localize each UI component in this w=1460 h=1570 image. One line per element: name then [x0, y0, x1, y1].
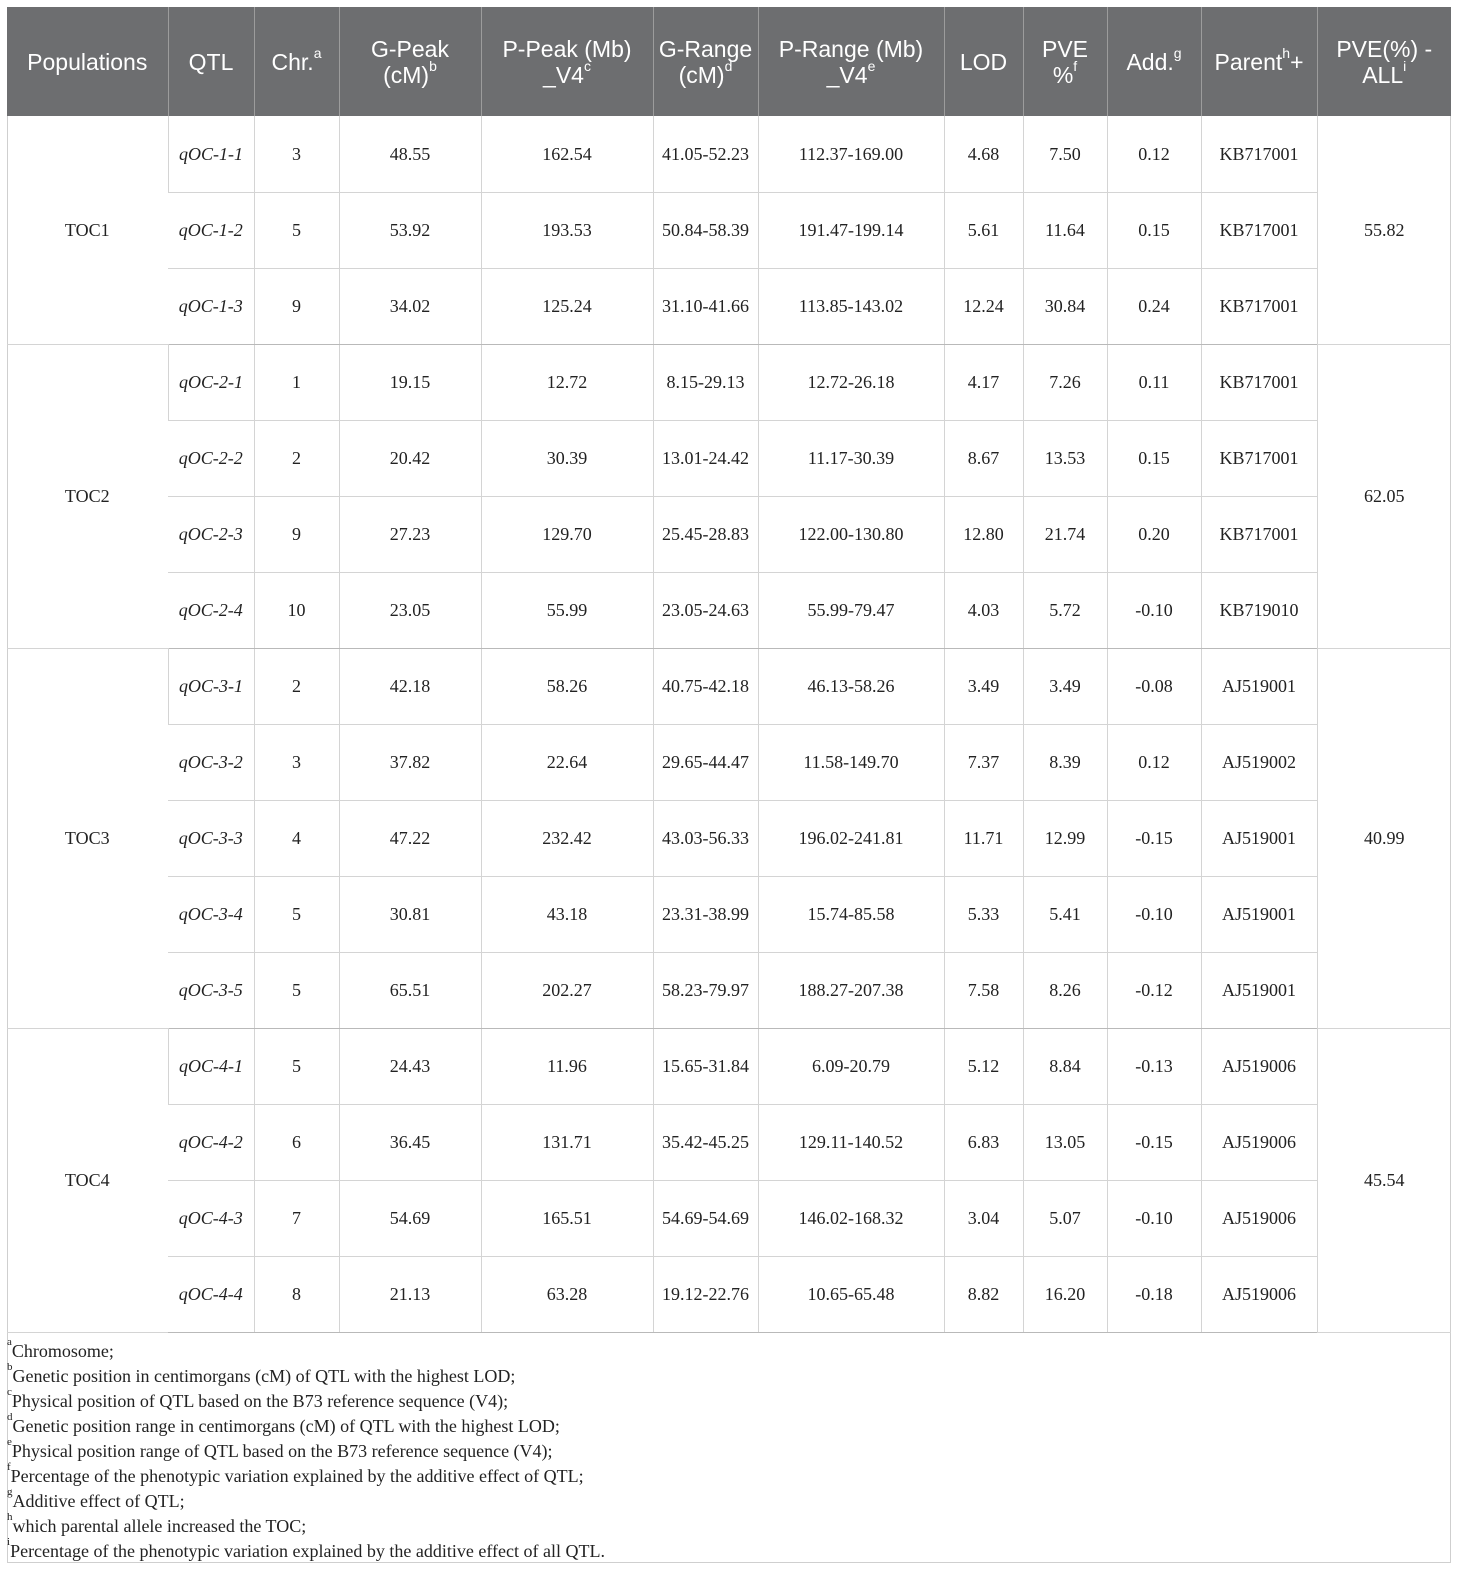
population-cell: TOC2 [7, 344, 168, 648]
column-header-label: P-Range (Mb) _V4 [778, 35, 924, 88]
p-peak-cell: 58.26 [481, 648, 653, 724]
column-header [1107, 7, 1201, 116]
g-range-cell: 41.05-52.23 [653, 116, 758, 192]
chromosome-cell: 9 [254, 496, 339, 572]
footnote-marker: i [1403, 57, 1407, 74]
parent-cell: AJ519001 [1201, 876, 1317, 952]
footnote-marker: a [7, 1336, 12, 1348]
population-cell: TOC4 [7, 1028, 168, 1332]
parent-cell: AJ519006 [1201, 1028, 1317, 1104]
parent-cell: AJ519001 [1201, 648, 1317, 724]
parent-cell: KB717001 [1201, 268, 1317, 344]
pve-cell: 5.07 [1023, 1180, 1107, 1256]
qtl-name-cell: qOC-3-2 [168, 724, 254, 800]
g-range-cell: 29.65-44.47 [653, 724, 758, 800]
pve-cell: 5.72 [1023, 572, 1107, 648]
g-peak-cell: 24.43 [339, 1028, 481, 1104]
g-range-cell: 23.31-38.99 [653, 876, 758, 952]
table-header [7, 7, 1451, 116]
table-row [7, 952, 1451, 1028]
p-peak-cell: 12.72 [481, 344, 653, 420]
p-peak-cell: 131.71 [481, 1104, 653, 1180]
p-range-cell: 122.00-130.80 [758, 496, 944, 572]
footnote-text: Percentage of the phenotypic variation explained by the additive effect of all QTL. [10, 1541, 606, 1561]
footnote [7, 1536, 1447, 1564]
lod-cell: 5.33 [944, 876, 1023, 952]
parent-cell: AJ519001 [1201, 952, 1317, 1028]
additive-effect-cell: 0.11 [1107, 344, 1201, 420]
qtl-name-cell: qOC-4-4 [168, 1256, 254, 1332]
table-row [7, 420, 1451, 496]
g-range-cell: 15.65-31.84 [653, 1028, 758, 1104]
g-range-cell: 25.45-28.83 [653, 496, 758, 572]
g-range-cell: 58.23-79.97 [653, 952, 758, 1028]
chromosome-cell: 5 [254, 876, 339, 952]
lod-cell: 8.82 [944, 1256, 1023, 1332]
qtl-name-cell: qOC-1-2 [168, 192, 254, 268]
p-peak-cell: 11.96 [481, 1028, 653, 1104]
chromosome-cell: 1 [254, 344, 339, 420]
pve-cell: 7.50 [1023, 116, 1107, 192]
lod-cell: 8.67 [944, 420, 1023, 496]
g-peak-cell: 19.15 [339, 344, 481, 420]
additive-effect-cell: -0.15 [1107, 800, 1201, 876]
column-header [1023, 7, 1107, 116]
lod-cell: 6.83 [944, 1104, 1023, 1180]
chromosome-cell: 5 [254, 1028, 339, 1104]
g-range-cell: 13.01-24.42 [653, 420, 758, 496]
p-range-cell: 12.72-26.18 [758, 344, 944, 420]
additive-effect-cell: 0.12 [1107, 724, 1201, 800]
column-header-label: G-Range (cM) [658, 35, 753, 88]
column-header-label: Add. [1126, 48, 1174, 75]
column-header-label: P-Peak (Mb) _V4 [502, 35, 632, 88]
qtl-name-cell: qOC-3-5 [168, 952, 254, 1028]
table-row [7, 1256, 1451, 1332]
chromosome-cell: 3 [254, 116, 339, 192]
footnote-text: Physical position of QTL based on the B73 reference sequence (V4); [11, 1391, 509, 1411]
footnotes [7, 1336, 1447, 1564]
chromosome-cell: 5 [254, 952, 339, 1028]
p-range-cell: 113.85-143.02 [758, 268, 944, 344]
lod-cell: 5.61 [944, 192, 1023, 268]
additive-effect-cell: -0.08 [1107, 648, 1201, 724]
footnote-text: Percentage of the phenotypic variation explained by the additive effect of QTL; [10, 1466, 584, 1486]
chromosome-cell: 8 [254, 1256, 339, 1332]
p-peak-cell: 232.42 [481, 800, 653, 876]
footnote-text: Chromosome; [11, 1341, 114, 1361]
additive-effect-cell: -0.15 [1107, 1104, 1201, 1180]
table-row [7, 1028, 1451, 1104]
footnote-text: Physical position range of QTL based on the B73 reference sequence (V4); [11, 1441, 553, 1461]
parent-cell: KB717001 [1201, 116, 1317, 192]
p-range-cell: 46.13-58.26 [758, 648, 944, 724]
footnote-text: Additive effect of QTL; [12, 1491, 185, 1511]
footnote-marker: b [7, 1361, 13, 1373]
p-range-cell: 191.47-199.14 [758, 192, 944, 268]
footnote-text: Genetic position in centimorgans (cM) of QTL with the highest LOD; [12, 1366, 516, 1386]
pve-cell: 7.26 [1023, 344, 1107, 420]
g-peak-cell: 42.18 [339, 648, 481, 724]
pve-cell: 8.26 [1023, 952, 1107, 1028]
p-range-cell: 10.65-65.48 [758, 1256, 944, 1332]
parent-cell: AJ519002 [1201, 724, 1317, 800]
column-header [758, 7, 944, 116]
footnote-marker: h [1282, 44, 1291, 61]
pve-cell: 3.49 [1023, 648, 1107, 724]
table-row [7, 496, 1451, 572]
g-range-cell: 35.42-45.25 [653, 1104, 758, 1180]
column-header [254, 7, 339, 116]
table-row [7, 572, 1451, 648]
parent-cell: KB717001 [1201, 192, 1317, 268]
g-peak-cell: 34.02 [339, 268, 481, 344]
footnote [7, 1436, 1447, 1464]
table-row [7, 1180, 1451, 1256]
pve-cell: 12.99 [1023, 800, 1107, 876]
column-header [1317, 7, 1451, 116]
footnote-marker: g [1173, 44, 1182, 61]
pve-all-cell: 45.54 [1317, 1028, 1451, 1332]
parent-cell: AJ519006 [1201, 1180, 1317, 1256]
p-range-cell: 129.11-140.52 [758, 1104, 944, 1180]
p-peak-cell: 129.70 [481, 496, 653, 572]
parent-cell: KB717001 [1201, 496, 1317, 572]
p-peak-cell: 202.27 [481, 952, 653, 1028]
g-peak-cell: 37.82 [339, 724, 481, 800]
qtl-name-cell: qOC-3-1 [168, 648, 254, 724]
column-header-label: G-Peak (cM) [371, 35, 449, 88]
parent-cell: AJ519001 [1201, 800, 1317, 876]
p-range-cell: 6.09-20.79 [758, 1028, 944, 1104]
p-range-cell: 15.74-85.58 [758, 876, 944, 952]
population-cell: TOC3 [7, 648, 168, 1028]
g-peak-cell: 20.42 [339, 420, 481, 496]
additive-effect-cell: -0.12 [1107, 952, 1201, 1028]
p-range-cell: 11.58-149.70 [758, 724, 944, 800]
qtl-name-cell: qOC-2-2 [168, 420, 254, 496]
footnote [7, 1336, 1447, 1364]
column-header-label: Chr. [271, 48, 314, 75]
p-range-cell: 196.02-241.81 [758, 800, 944, 876]
g-peak-cell: 65.51 [339, 952, 481, 1028]
lod-cell: 3.49 [944, 648, 1023, 724]
p-range-cell: 11.17-30.39 [758, 420, 944, 496]
footnote-text: Genetic position range in centimorgans (cM) of QTL with the highest LOD; [12, 1416, 560, 1436]
column-header-label: Populations [27, 48, 148, 75]
qtl-name-cell: qOC-4-2 [168, 1104, 254, 1180]
p-peak-cell: 193.53 [481, 192, 653, 268]
lod-cell: 3.04 [944, 1180, 1023, 1256]
footnote-text: which parental allele increased the TOC; [12, 1516, 307, 1536]
g-peak-cell: 36.45 [339, 1104, 481, 1180]
footnote [7, 1461, 1447, 1489]
lod-cell: 7.37 [944, 724, 1023, 800]
additive-effect-cell: 0.20 [1107, 496, 1201, 572]
lod-cell: 12.24 [944, 268, 1023, 344]
column-header [7, 7, 168, 116]
pve-cell: 5.41 [1023, 876, 1107, 952]
pve-all-cell: 55.82 [1317, 116, 1451, 344]
footnote-marker: i [7, 1536, 11, 1548]
table-row [7, 1104, 1451, 1180]
parent-cell: KB717001 [1201, 344, 1317, 420]
qtl-name-cell: qOC-4-1 [168, 1028, 254, 1104]
lod-cell: 4.03 [944, 572, 1023, 648]
g-range-cell: 19.12-22.76 [653, 1256, 758, 1332]
footnote-marker: c [7, 1386, 12, 1398]
lod-cell: 11.71 [944, 800, 1023, 876]
footnote-marker: a [313, 44, 322, 61]
parent-cell: KB719010 [1201, 572, 1317, 648]
qtl-name-cell: qOC-3-4 [168, 876, 254, 952]
lod-cell: 7.58 [944, 952, 1023, 1028]
population-cell: TOC1 [7, 116, 168, 344]
pve-cell: 16.20 [1023, 1256, 1107, 1332]
g-range-cell: 54.69-54.69 [653, 1180, 758, 1256]
column-header-label: LOD [959, 48, 1008, 75]
g-peak-cell: 54.69 [339, 1180, 481, 1256]
lod-cell: 4.68 [944, 116, 1023, 192]
additive-effect-cell: -0.13 [1107, 1028, 1201, 1104]
chromosome-cell: 6 [254, 1104, 339, 1180]
additive-effect-cell: -0.10 [1107, 876, 1201, 952]
parent-cell: AJ519006 [1201, 1104, 1317, 1180]
table-row [7, 876, 1451, 952]
g-peak-cell: 47.22 [339, 800, 481, 876]
g-peak-cell: 21.13 [339, 1256, 481, 1332]
qtl-name-cell: qOC-3-3 [168, 800, 254, 876]
column-header-label: QTL [188, 48, 234, 75]
table-row [7, 724, 1451, 800]
column-header-label: Parent [1214, 48, 1283, 75]
p-peak-cell: 63.28 [481, 1256, 653, 1332]
additive-effect-cell: -0.18 [1107, 1256, 1201, 1332]
column-header [944, 7, 1023, 116]
qtl-name-cell: qOC-2-4 [168, 572, 254, 648]
footnote [7, 1511, 1447, 1539]
chromosome-cell: 3 [254, 724, 339, 800]
p-peak-cell: 125.24 [481, 268, 653, 344]
qtl-name-cell: qOC-1-3 [168, 268, 254, 344]
pve-cell: 30.84 [1023, 268, 1107, 344]
pve-cell: 8.84 [1023, 1028, 1107, 1104]
chromosome-cell: 2 [254, 648, 339, 724]
footnote-marker: e [867, 57, 876, 74]
additive-effect-cell: 0.15 [1107, 420, 1201, 496]
parent-cell: AJ519006 [1201, 1256, 1317, 1332]
g-peak-cell: 53.92 [339, 192, 481, 268]
lod-cell: 5.12 [944, 1028, 1023, 1104]
chromosome-cell: 4 [254, 800, 339, 876]
header-row [7, 7, 1451, 116]
g-peak-cell: 30.81 [339, 876, 481, 952]
p-range-cell: 55.99-79.47 [758, 572, 944, 648]
chromosome-cell: 7 [254, 1180, 339, 1256]
qtl-table [7, 7, 1451, 1333]
p-peak-cell: 55.99 [481, 572, 653, 648]
pve-cell: 8.39 [1023, 724, 1107, 800]
additive-effect-cell: -0.10 [1107, 1180, 1201, 1256]
footnote-marker: f [7, 1461, 11, 1473]
p-range-cell: 146.02-168.32 [758, 1180, 944, 1256]
pve-all-cell: 40.99 [1317, 648, 1451, 1028]
qtl-name-cell: qOC-2-3 [168, 496, 254, 572]
qtl-name-cell: qOC-2-1 [168, 344, 254, 420]
g-range-cell: 31.10-41.66 [653, 268, 758, 344]
additive-effect-cell: 0.15 [1107, 192, 1201, 268]
pve-cell: 11.64 [1023, 192, 1107, 268]
column-header-label: PVE(%) -ALL [1336, 35, 1433, 88]
g-range-cell: 8.15-29.13 [653, 344, 758, 420]
additive-effect-cell: 0.12 [1107, 116, 1201, 192]
lod-cell: 4.17 [944, 344, 1023, 420]
g-peak-cell: 27.23 [339, 496, 481, 572]
g-peak-cell: 23.05 [339, 572, 481, 648]
pve-all-cell: 62.05 [1317, 344, 1451, 648]
chromosome-cell: 9 [254, 268, 339, 344]
p-peak-cell: 162.54 [481, 116, 653, 192]
footnote [7, 1386, 1447, 1414]
column-header [339, 7, 481, 116]
column-header-label: PVE % [1041, 35, 1089, 88]
p-peak-cell: 165.51 [481, 1180, 653, 1256]
lod-cell: 12.80 [944, 496, 1023, 572]
footnote-marker: c [583, 57, 591, 74]
column-header [168, 7, 254, 116]
g-range-cell: 40.75-42.18 [653, 648, 758, 724]
footnote-marker: g [7, 1486, 13, 1498]
table-row [7, 344, 1451, 420]
footnote-marker: d [724, 57, 733, 74]
chromosome-cell: 10 [254, 572, 339, 648]
chromosome-cell: 2 [254, 420, 339, 496]
table-body [7, 116, 1451, 1332]
footnote [7, 1486, 1447, 1514]
qtl-name-cell: qOC-4-3 [168, 1180, 254, 1256]
footnote [7, 1411, 1447, 1439]
footnote [7, 1361, 1447, 1389]
column-header [1201, 7, 1317, 116]
column-header [481, 7, 653, 116]
p-peak-cell: 30.39 [481, 420, 653, 496]
p-peak-cell: 22.64 [481, 724, 653, 800]
table-row [7, 648, 1451, 724]
p-range-cell: 188.27-207.38 [758, 952, 944, 1028]
parent-cell: KB717001 [1201, 420, 1317, 496]
pve-cell: 13.05 [1023, 1104, 1107, 1180]
p-range-cell: 112.37-169.00 [758, 116, 944, 192]
column-header [653, 7, 758, 116]
p-peak-cell: 43.18 [481, 876, 653, 952]
g-range-cell: 43.03-56.33 [653, 800, 758, 876]
footnote-marker: d [7, 1411, 13, 1423]
chromosome-cell: 5 [254, 192, 339, 268]
table-row [7, 192, 1451, 268]
additive-effect-cell: 0.24 [1107, 268, 1201, 344]
footnote-marker: f [1073, 57, 1078, 74]
footnote-marker: h [7, 1511, 13, 1523]
g-range-cell: 50.84-58.39 [653, 192, 758, 268]
table-row [7, 800, 1451, 876]
qtl-name-cell: qOC-1-1 [168, 116, 254, 192]
table-row [7, 268, 1451, 344]
footnote-marker: e [7, 1436, 12, 1448]
g-range-cell: 23.05-24.63 [653, 572, 758, 648]
additive-effect-cell: -0.10 [1107, 572, 1201, 648]
pve-cell: 21.74 [1023, 496, 1107, 572]
table-row [7, 116, 1451, 192]
column-header-suffix: + [1290, 48, 1304, 75]
g-peak-cell: 48.55 [339, 116, 481, 192]
pve-cell: 13.53 [1023, 420, 1107, 496]
footnote-marker: b [429, 57, 437, 74]
